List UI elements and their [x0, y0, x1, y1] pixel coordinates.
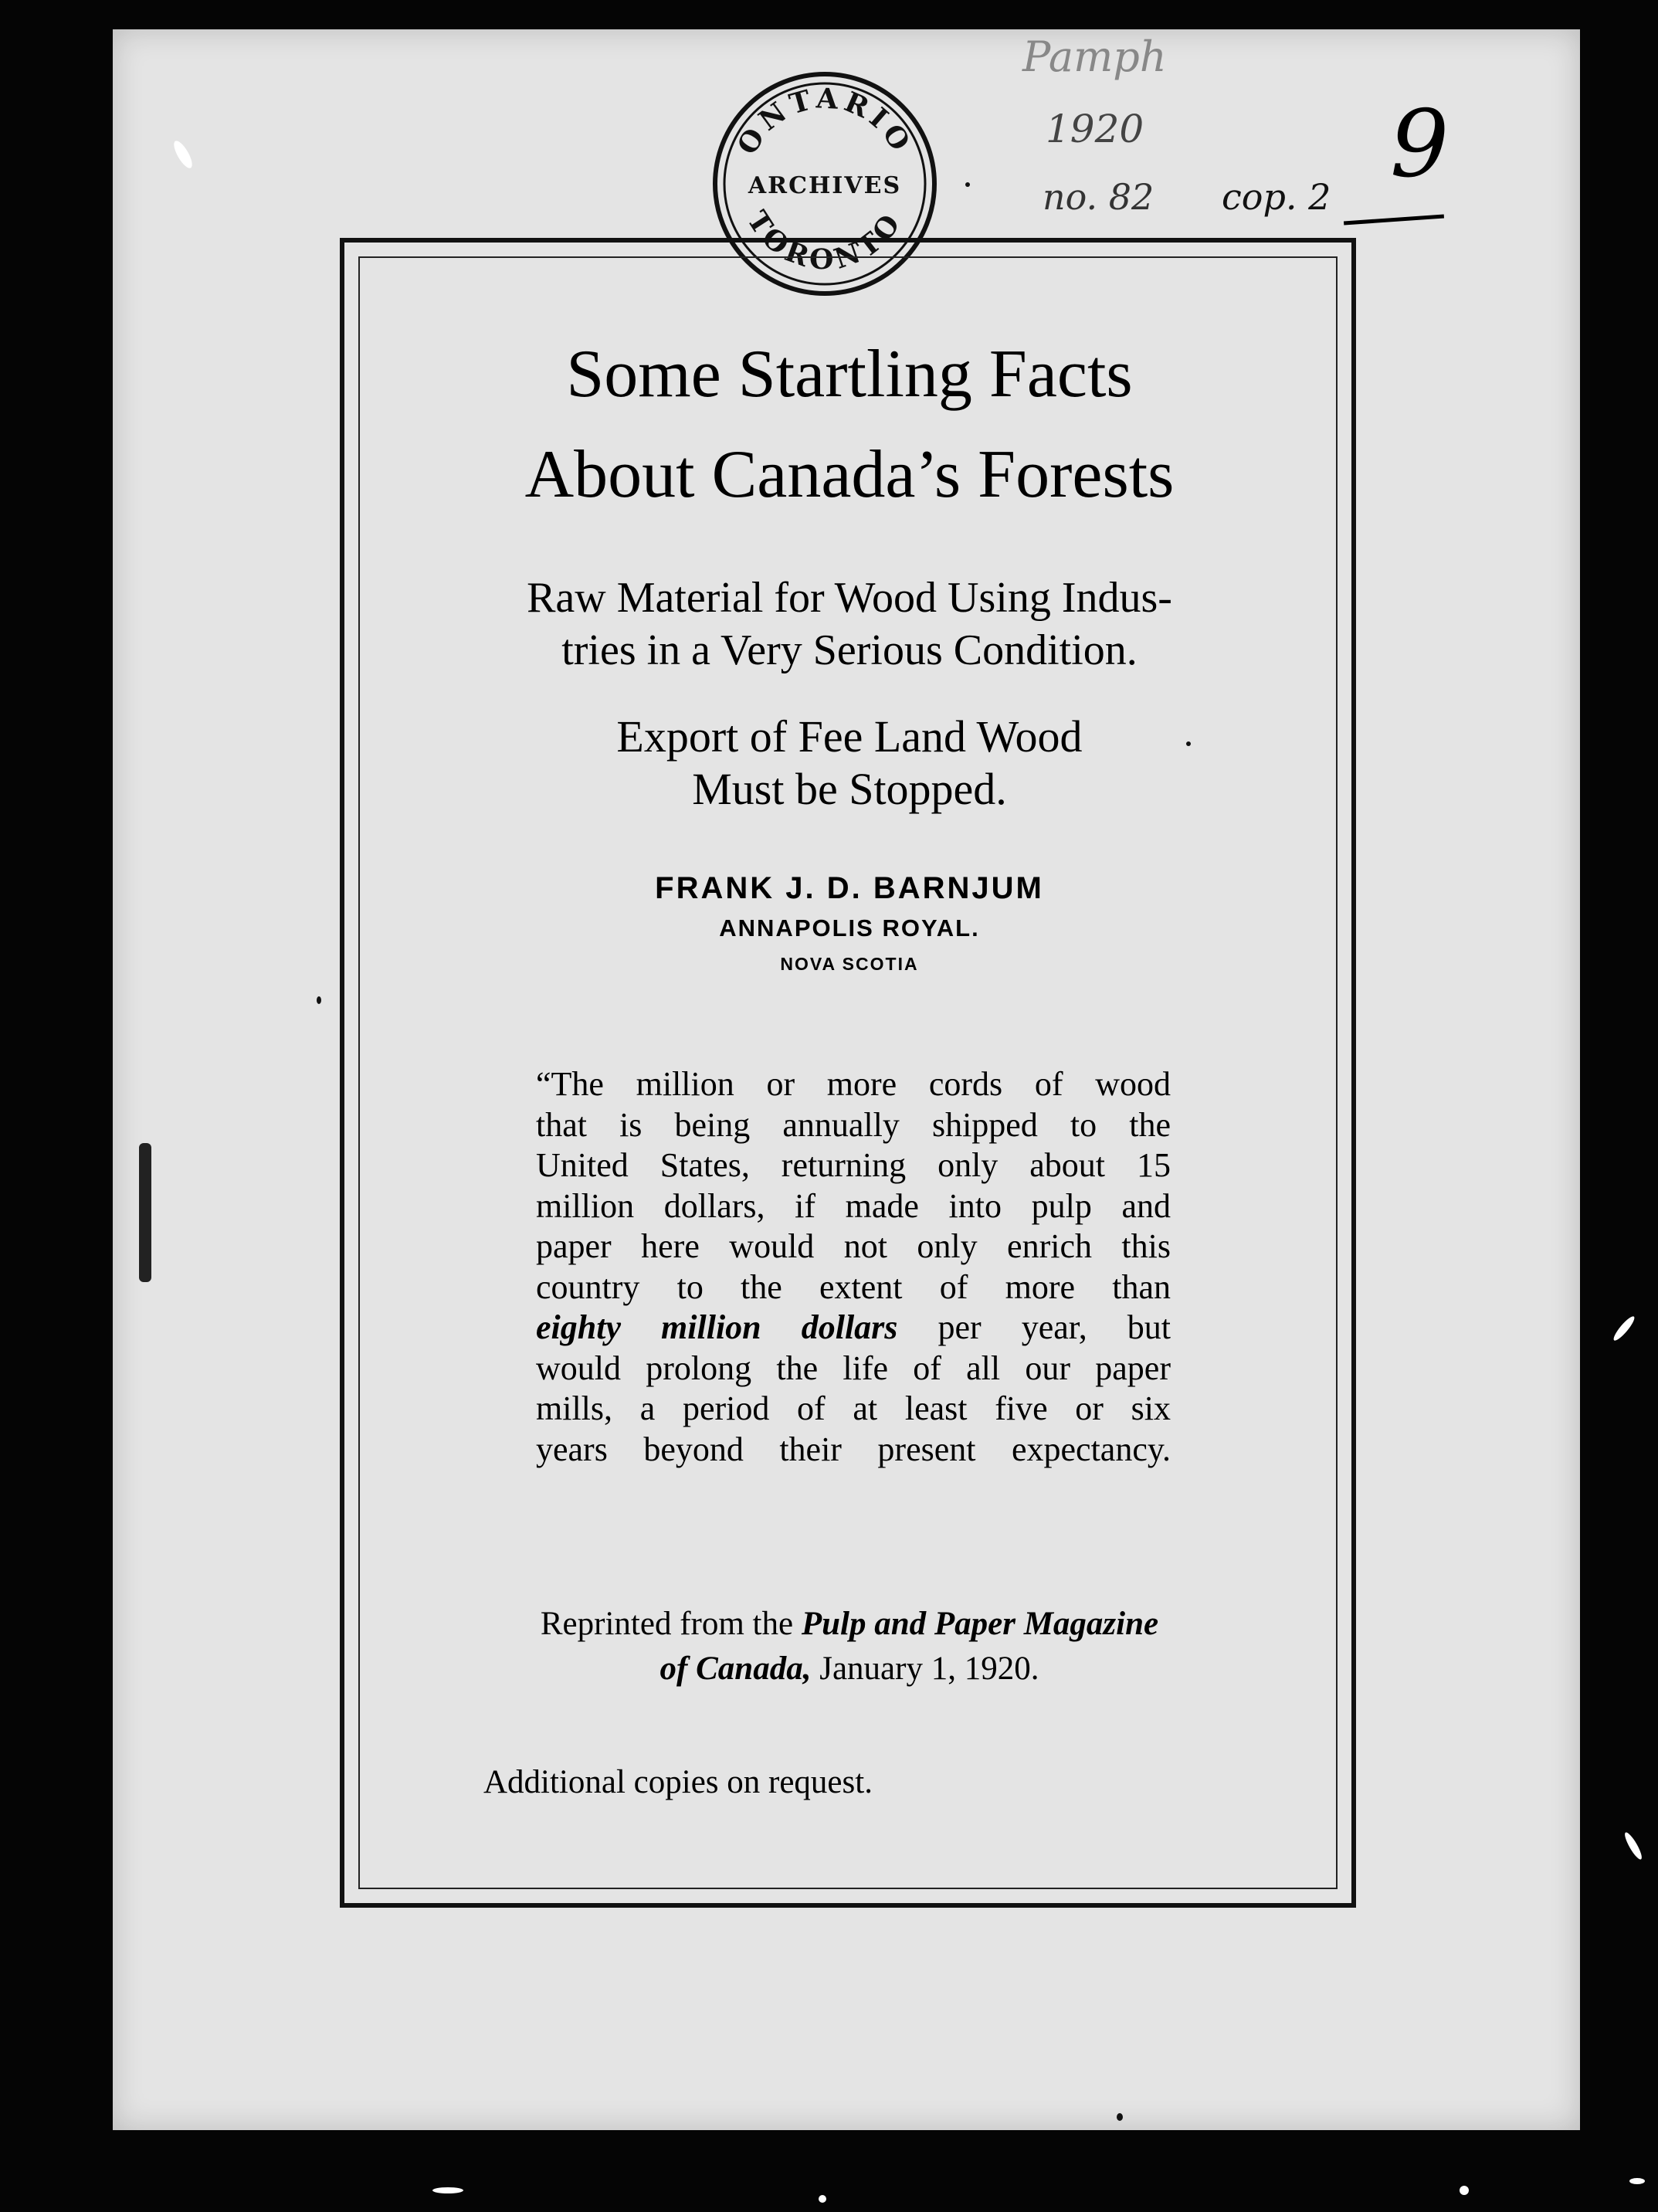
- quotation: [536, 1064, 1171, 1470]
- scan-speck: [432, 2187, 463, 2193]
- handwritten-number: no. 82: [1043, 176, 1154, 218]
- document-subtitle: [363, 572, 1336, 677]
- subtitle-line-2: tries in a Very Serious Condition.: [561, 626, 1138, 674]
- quote-line: [536, 1308, 1171, 1349]
- handwritten-year: 1920: [1046, 107, 1144, 151]
- stamp-top-text: ONTARIO: [731, 82, 919, 161]
- document-title: [363, 324, 1336, 525]
- export-line-1: Export of Fee Land Wood: [616, 711, 1083, 762]
- quote-line: United States, returning only about 15: [536, 1146, 1171, 1184]
- scan-speck: [1629, 2178, 1645, 2184]
- quote-line: country to the extent of more than: [536, 1267, 1171, 1306]
- quote-line: mills, a period of at least five or six: [536, 1389, 1171, 1427]
- handwritten-copy: cop. 2: [1222, 176, 1331, 218]
- scan-speck: [1117, 2113, 1123, 2121]
- reprint-credit: [363, 1602, 1336, 1691]
- magazine-name-cont: of Canada,: [659, 1651, 812, 1687]
- author-province: NOVA SCOTIA: [780, 954, 919, 974]
- quote-line: “The million or more cords of wood: [536, 1065, 1171, 1103]
- quote-line: years beyond their present expectancy.: [536, 1430, 1171, 1468]
- export-heading: [363, 711, 1336, 816]
- quote-line: that is being annually shipped to the: [536, 1105, 1171, 1144]
- additional-copies-note: Additional copies on request.: [483, 1764, 873, 1800]
- title-line-1: Some Startling Facts: [566, 337, 1133, 412]
- quote-line: would prolong the life of all our paper: [536, 1349, 1171, 1387]
- handwritten-pamph: Pamph: [1022, 32, 1167, 81]
- reprint-prefix: Reprinted from the: [540, 1606, 802, 1642]
- handwritten-page-number: 9: [1390, 91, 1449, 198]
- reprint-line-2: [363, 1647, 1336, 1691]
- stamp-middle-text: ARCHIVES: [748, 172, 902, 199]
- title-line-2: About Canada’s Forests: [524, 437, 1175, 512]
- quote-line: paper here would not only enrich this: [536, 1227, 1171, 1265]
- scan-speck: [1460, 2186, 1469, 2195]
- export-line-2: Must be Stopped.: [692, 764, 1007, 814]
- quote-emphasis: eighty million dollars: [536, 1308, 898, 1346]
- quote-line: million dollars, if made into pulp and: [536, 1186, 1171, 1225]
- reprint-line-1: [363, 1602, 1336, 1647]
- author-block: [363, 867, 1336, 981]
- scan-speck: [965, 182, 970, 187]
- scan-speck: [819, 2195, 826, 2203]
- author-town: ANNAPOLIS ROYAL.: [719, 914, 980, 941]
- scan-speck: [1622, 1830, 1645, 1861]
- magazine-name: Pulp and Paper Magazine: [801, 1606, 1159, 1642]
- scan-speck: [1611, 1314, 1636, 1342]
- stamp-bottom-text: TORONTO: [741, 205, 910, 276]
- subtitle-line-1: Raw Material for Wood Using Indus-: [527, 574, 1172, 622]
- quote-line-rest: per year, but: [897, 1308, 1171, 1346]
- scan-speck: [317, 996, 321, 1004]
- author-name: FRANK J. D. BARNJUM: [655, 871, 1044, 905]
- scan-speck: [139, 1143, 151, 1282]
- reprint-date: January 1, 1920.: [811, 1651, 1039, 1687]
